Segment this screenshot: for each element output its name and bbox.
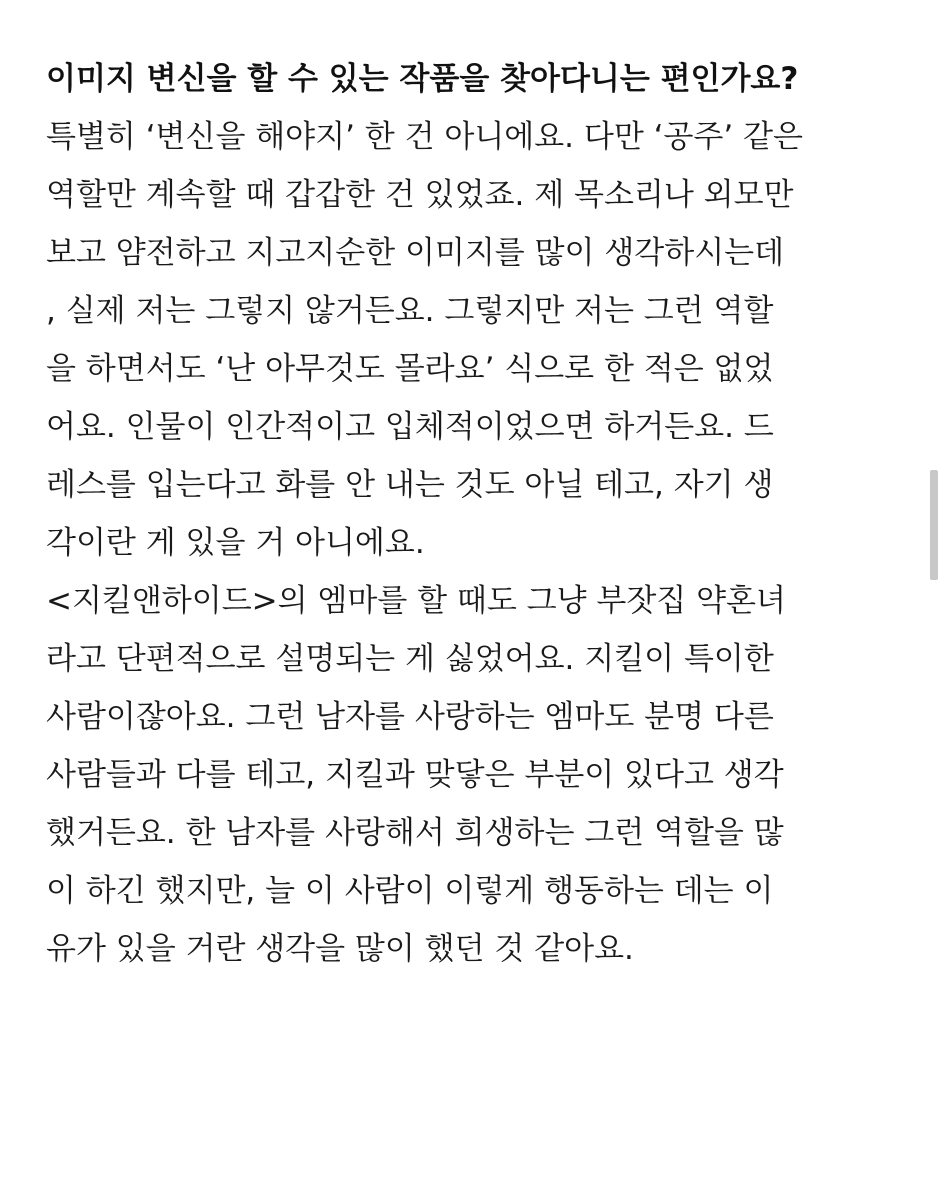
text-line: 보고 얌전하고 지고지순한 이미지를 많이 생각하시는데: [46, 235, 785, 271]
scrollbar-thumb[interactable]: [930, 470, 938, 580]
text-line: 했거든요. 한 남자를 사랑해서 희생하는 그런 역할을 많: [46, 815, 784, 851]
answer-paragraph-2: [46, 580, 906, 986]
text-line: 유가 있을 거란 생각을 많이 했던 것 같아요.: [46, 931, 634, 967]
text-line: 특별히 ‘변신을 해야지’ 한 건 아니에요. 다만 ‘공주’ 같은: [46, 119, 803, 155]
text-line: <지킬앤하이드>의 엠마를 할 때도 그냥 부잣집 약혼녀: [46, 583, 786, 619]
article-body: [46, 58, 906, 986]
answer-paragraph-1: [46, 116, 906, 580]
text-line: 이 하긴 했지만, 늘 이 사람이 이렇게 행동하는 데는 이: [46, 873, 774, 909]
text-line: 사람이잖아요. 그런 남자를 사랑하는 엠마도 분명 다른: [46, 699, 774, 735]
text-line: , 실제 저는 그렇지 않거든요. 그렇지만 저는 그런 역할: [46, 293, 774, 329]
text-line: 역할만 계속할 때 갑갑한 건 있었죠. 제 목소리나 외모만: [46, 177, 794, 213]
text-line: 을 하면서도 ‘난 아무것도 몰라요’ 식으로 한 적은 없었: [46, 351, 774, 387]
text-line: 라고 단편적으로 설명되는 게 싫었어요. 지킬이 특이한: [46, 641, 774, 677]
text-line: 어요. 인물이 인간적이고 입체적이었으면 하거든요. 드: [46, 409, 774, 445]
text-line: 레스를 입는다고 화를 안 내는 것도 아닐 테고, 자기 생: [46, 467, 774, 503]
text-line: 각이란 게 있을 거 아니에요.: [46, 525, 425, 561]
text-line: 사람들과 다를 테고, 지킬과 맞닿은 부분이 있다고 생각: [46, 757, 784, 793]
interview-question: 이미지 변신을 할 수 있는 작품을 찾아다니는 편인가요?: [46, 61, 799, 97]
